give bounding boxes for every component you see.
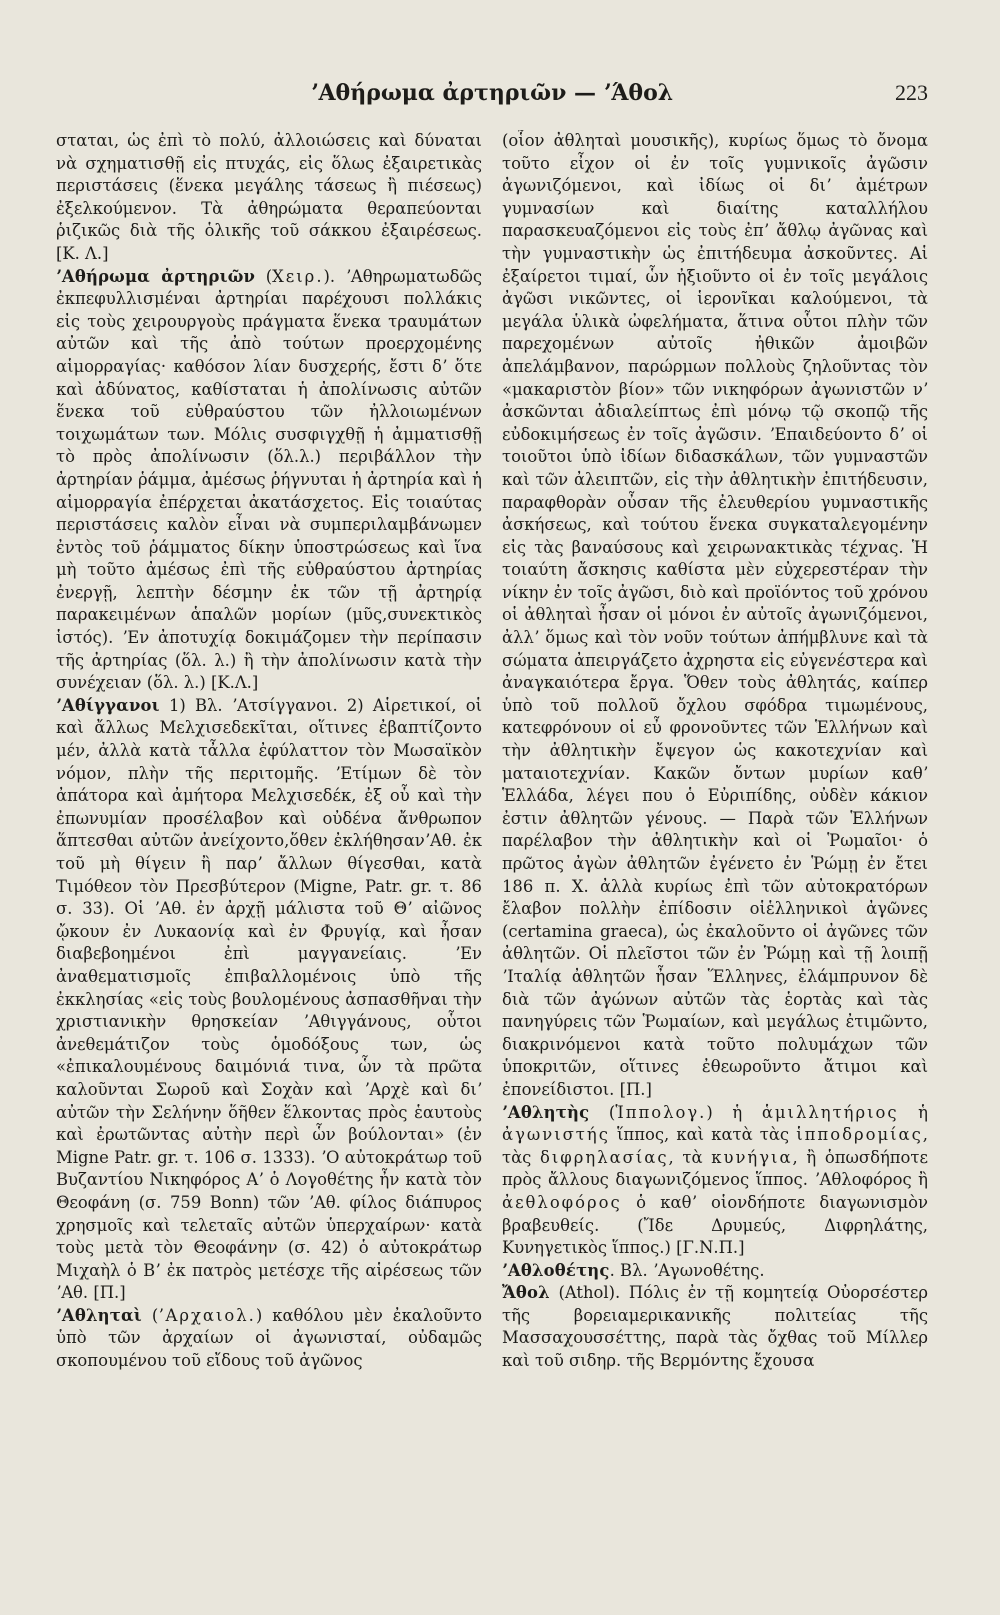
entry-headword: ʼΑθήρωμα ἀρτηριῶν: [56, 266, 256, 286]
field-abbreviation: Ἱππολογ.: [615, 1102, 707, 1122]
page-header: [56, 80, 928, 114]
field-abbreviation: Χειρ.: [272, 266, 324, 286]
entry-atheroma-arteries: ʼΑθήρωμα ἀρτηριῶν (Χειρ.). ʼΑθηρωματωδῶς ἐκπεφυλλισμέναι ἀρτηρίαι παρέχουσι πολλάκις εἰς τοὺς χειρουργοὺς πράγματα ἕνεκα τραυμάτων αὐτῶν καὶ τῆς ἀπὸ τούτων προερχομένης αἱμορραγίας· καθόσον λίαν δυσχερής, ἔστι δʼ ὅτε καὶ ἀδύνατος, καθίσταται ἡ ἀπολίνωσις αὐτῶν ἕνεκα τοῦ εὐθραύστου τῶν ἠλλοιωμένων τοιχωμάτων των. Μόλις συσφιγχθῇ ἡ ἀμματισθῇ τὸ πρὸς ἀπολίνωσιν (ὅλ.λ.) περιβάλλον τὴν ἀρτηρίαν ῥάμμα, ἀμέσως ῥήγνυται ἡ ἀρτηρία καὶ ἡ αἱμορραγία ἐπέρχεται ἀκατάσχετος. Εἰς τοιαύτας περιστάσεις καλὸν εἶναι νὰ συμπεριλαμβάνωμεν ἐντὸς τοῦ ῥάμματος δίκην ὑποστρώσεως καὶ ἵνα μὴ τοῦτο ἀμέσως ἐπὶ τῆς εὐθραύστου ἀρτηρίας ἐνεργῇ, λεπτὴν δέσμην ἐκ τῶν τῇ ἀρτηρίᾳ παρακειμένων ἁπαλῶν μορίων (μῦς,συνεκτικὸς ἱστός). ʼΕν ἀποτυχίᾳ δοκιμάζομεν τὴν περίπασιν τῆς ἀρτηρίας (ὅλ. λ.) ἢ τὴν ἀπολίνωσιν κατὰ τὴν συνέχειαν (ὅλ. λ.) [Κ.Λ.]: [56, 266, 482, 693]
page-number: 223: [895, 80, 928, 105]
text-columns: [56, 130, 928, 1570]
field-abbreviation: ʼΑρχαιολ.: [158, 1305, 256, 1325]
entry-athinganoi: ʼΑθίγγανοι 1) Βλ. ʼΑτσίγγανοι. 2) Αἱρετικοί, οἱ καὶ ἄλλως Μελχισεδεκῖται, οἵτινες ἐβαπτίζοντο μέν, ἀλλὰ κατὰ τἆλλα ἐφύλαττον τὸν Μωσαϊκὸν νόμον, πλὴν τῆς περιτομῆς. ʼΕτίμων δὲ τὸν ἀπάτορα καὶ ἀμήτορα Μελχισεδέκ, ἐξ οὗ καὶ τὴν ἐπωνυμίαν προσέλαβον καὶ οὐδένα ἄνθρωπον ἅπτεσθαι αὐτῶν ἀνείχοντο,ὅθεν ἐκλήθησανʼΑθ. ἐκ τοῦ μὴ θίγειν ἢ παρʼ ἄλλων θίγεσθαι, κατὰ Τιμόθεον τὸν Πρεσβύτερον (Migne, Patr. gr. τ. 86 σ. 33). Οἱ ʼΑθ. ἐν ἀρχῇ μάλιστα τοῦ Θʼ αἰῶνος ᾤκουν ἐν Λυκαονίᾳ καὶ ἐν Φρυγίᾳ, καὶ ἦσαν διαβεβοημένοι ἐπὶ μαγγανείαις. ʼΕν ἀναθεματισμοῖς ἐπιβαλλομένοις ὑπὸ τῆς ἐκκλησίας «εἰς τοὺς βουλομένους ἀσπασθῆναι τὴν χριστιανικὴν θρησκείαν ʼΑθιγγάνους, οὗτοι ἀνεθεμάτιζον τοὺς ὁμοδόξους των, ὡς «ἐπικαλουμένους δαιμόνιά τινα, ὧν τὰ πρῶτα καλοῦνται Σωροῦ καὶ Σοχὰν καὶ ʼΑρχὲ καὶ διʼ αὐτῶν τὴν Σελήνην ὅῆθεν ἕλκοντας πρὸς ἑαυτοὺς καὶ ἐρωτῶντας αὐτὴν περὶ ὧν βούλονται» (ἐν Migne Patr. gr. τ. 106 σ. 1333). ʼΟ αὐτοκράτωρ τοῦ Βυζαντίου Νικηφόρος Αʼ ὁ Λογοθέτης ἦν κατὰ τὸν Θεοφάνη (σ. 759 Bonn) τῶν ʼΑθ. φίλος διάπυρος χρησμοῖς καὶ τελεταῖς αὐτῶν ὑπερχαίρων· κατὰ τοὺς μετὰ τὸν Θεοφάνην (σ. 42) ὁ αὐτοκράτωρ Μιχαὴλ ὁ Βʼ ἐκ πατρὸς μετέσχε τῆς αἱρέσεως τῶν ʼΑθ. [Π.]: [56, 695, 482, 1303]
running-title: ʼΑθήρωμα ἀρτηριῶν — ʼΆθολ: [310, 80, 674, 106]
entry-headword: ʼΑθλοθέτης: [502, 1260, 610, 1280]
entry-continuation: σταται, ὡς ἐπὶ τὸ πολύ, ἀλλοιώσεις καὶ δύναται νὰ σχηματισθῇ εἰς πτυχάς, εἰς ὅλως ἐξαιρετικὰς περιστάσεις (ἕνεκα μεγάλης τάσεως ἢ πιέσεως) ἐξελκούμενον. Τὰ ἀθηρώματα θεραπεύονται ῥιζικῶς διὰ τῆς ὁλικῆς τοῦ σάκκου ἐξαιρέσεως. [Κ. Λ.]: [56, 131, 482, 263]
entry-headword: ʼΑθλητὴς: [502, 1102, 590, 1122]
right-column: [502, 130, 928, 1570]
entry-headword: Ἄθολ: [502, 1283, 550, 1303]
left-column: [56, 130, 482, 1570]
entry-athletai: ʼΑθληταὶ (ʼΑρχαιολ.) καθόλου μὲν ἐκαλοῦντο ὑπὸ τῶν ἀρχαίων οἱ ἀγωνισταί, οὐδαμῶς σκοπουμένου τοῦ εἴδους τοῦ ἀγῶνος: [56, 1305, 482, 1371]
entry-headword: ʼΑθίγγανοι: [56, 695, 160, 715]
entry-athol: Ἄθολ (Athol). Πόλις ἐν τῇ κομητείᾳ Οὐορσέστερ τῆς βορειαμερικανικῆς πολιτείας τῆς Μασσαχουσσέττης, παρὰ τὰς ὄχθας τοῦ Μίλλερ καὶ τοῦ σιδηρ. τῆς Βερμόντης ἔχουσα: [502, 1283, 928, 1371]
entry-continuation: (οἷον ἀθληταὶ μουσικῆς), κυρίως ὅμως τὸ ὄνομα τοῦτο εἶχον οἱ ἐν τοῖς γυμνικοῖς ἀγῶσιν ἀγωνιζόμενοι, καὶ ἰδίως οἱ διʼ ἀμέτρων γυμνασίων καὶ διαίτης καταλλήλου παρασκευαζόμενοι εἰς τοὺς ἐπʼ ἄθλῳ ἀγῶνας καὶ τὴν γυμναστικὴν ὡς ἐπιτήδευμα ἀσκοῦντες. Αἱ ἐξαίρετοι τιμαί, ὧν ἠξιοῦντο οἱ ἐν τοῖς μεγάλοις ἀγῶσι νικῶντες, οἱ ἱερονῖκαι καλούμενοι, τὰ μεγάλα ὑλικὰ ὠφελήματα, ἅτινα οὗτοι πλὴν τῶν παρεχομένων αὐτοῖς ἠθικῶν ἀμοιβῶν ἀπελάμβανον, παρώρμων πολλοὺς ζηλοῦντας τὸν «μακαριστὸν βίον» τῶν νικηφόρων ἀγωνιστῶν νʼ ἀσκῶνται ἀδιαλείπτως ἐπὶ μόνῳ τῷ σκοπῷ τῆς εὐδοκιμήσεως ἐν τοῖς ἀγῶσιν. ʼΕπαιδεύοντο δʼ οἱ τοιοῦτοι ὑπὸ ἰδίων διδασκάλων, τῶν γυμναστῶν καὶ τῶν ἀλειπτῶν, εἰς τὴν ἀθλητικὴν ἐπιτήδευσιν, παραφθορὰν οὖσαν τῆς ἐλευθερίου γυμναστικῆς ἀσκήσεως, καὶ τούτου ἕνεκα συγκαταλεγομένην εἰς τὰς βαναύσους καὶ χειρωνακτικὰς τέχνας. Ἡ τοιαύτη ἄσκησις καθίστα μὲν εὐχερεστέραν τὴν νίκην ἐν τοῖς ἀγῶσι, διὸ καὶ προϊόντος τοῦ χρόνου οἱ ἀθληταὶ ἦσαν οἱ μόνοι ἐν αὐτοῖς ἀγωνιζόμενοι, ἀλλʼ ὅμως καὶ τὸν νοῦν τούτων ἀπήμβλυνε καὶ τὰ σώματα ἀπειργάζετο ἀχρηστα εἰς εὐγενέστερα καὶ ἀναγκαιότερα ἔργα. Ὅθεν τοὺς ἀθλητάς, καίπερ ὑπὸ τοῦ πολλοῦ ὄχλου σφόδρα τιμωμένους, κατεφρόνουν οἱ εὖ φρονοῦντες τῶν Ἑλλήνων καὶ τὴν ἀθλητικὴν ἔψεγον ὡς κακοτεχνίαν καὶ ματαιοτεχνίαν. Κακῶν ὄντων μυρίων καθʼ Ἑλλάδα, λέγει που ὁ Εὐριπίδης, οὐδὲν κάκιον ἐστιν ἀθλητῶν γένους. — Παρὰ τῶν Ἑλλήνων παρέλαβον τὴν ἀθλητικὴν καὶ οἱ Ῥωμαῖοι· ὁ πρῶτος ἀγὼν ἀθλητῶν ἐγένετο ἐν Ῥώμῃ ἐν ἔτει 186 π. Χ. ἀλλὰ κυρίως ἐπὶ τῶν αὐτοκρατόρων ἔλαβον πολλὴν ἐπίδοσιν οἱἑλληνικοὶ ἀγῶνες (certamina graeca), ὡς ἐκαλοῦντο οἱ ἀγῶνες τῶν ἀθλητῶν. Οἱ πλεῖστοι τῶν ἐν Ῥώμῃ καὶ τῇ λοιπῇ ʼΙταλίᾳ ἀθλητῶν ἦσαν Ἕλληνες, ἐλάμπρυνον δὲ διὰ τῶν ἀγώνων αὐτῶν τὰς ἑορτὰς καὶ τὰς πανηγύρεις τῶν Ῥωμαίων, καὶ μεγάλως ἐτιμῶντο, διακρινόμενοι κατὰ τοῦτο πολυμάχων τῶν ὑποκριτῶν, οἵτινες ἐθεωροῦντο ἄτιμοι καὶ ἐπονείδιστοι. [Π.]: [502, 131, 928, 1099]
entry-athletes-horse: ʼΑθλητὴς (Ἱππολογ.) ἡ ἁμιλλητήριος ἡ ἀγωνιστής ἵππος, καὶ κατὰ τὰς ἱπποδρομίας, τὰς διφρηλασίας, τὰ κυνήγια, ἢ ὁπωσδήποτε πρὸς ἄλλους διαγωνιζόμενος ἵππος. ʼΑθλοφόρος ἢ ἀεθλοφόρος ὁ καθʼ οἱονδήποτε διαγωνισμὸν βραβευθείς. (Ἴδε Δρυμεύς, Διφρηλάτης, Κυνηγετικὸς ἵππος.) [Γ.Ν.Π.]: [502, 1102, 928, 1258]
entry-headword: ʼΑθληταὶ: [56, 1305, 142, 1325]
entry-athlothetes: ʼΑθλοθέτης. Βλ. ʼΑγωνοθέτης.: [502, 1260, 765, 1280]
